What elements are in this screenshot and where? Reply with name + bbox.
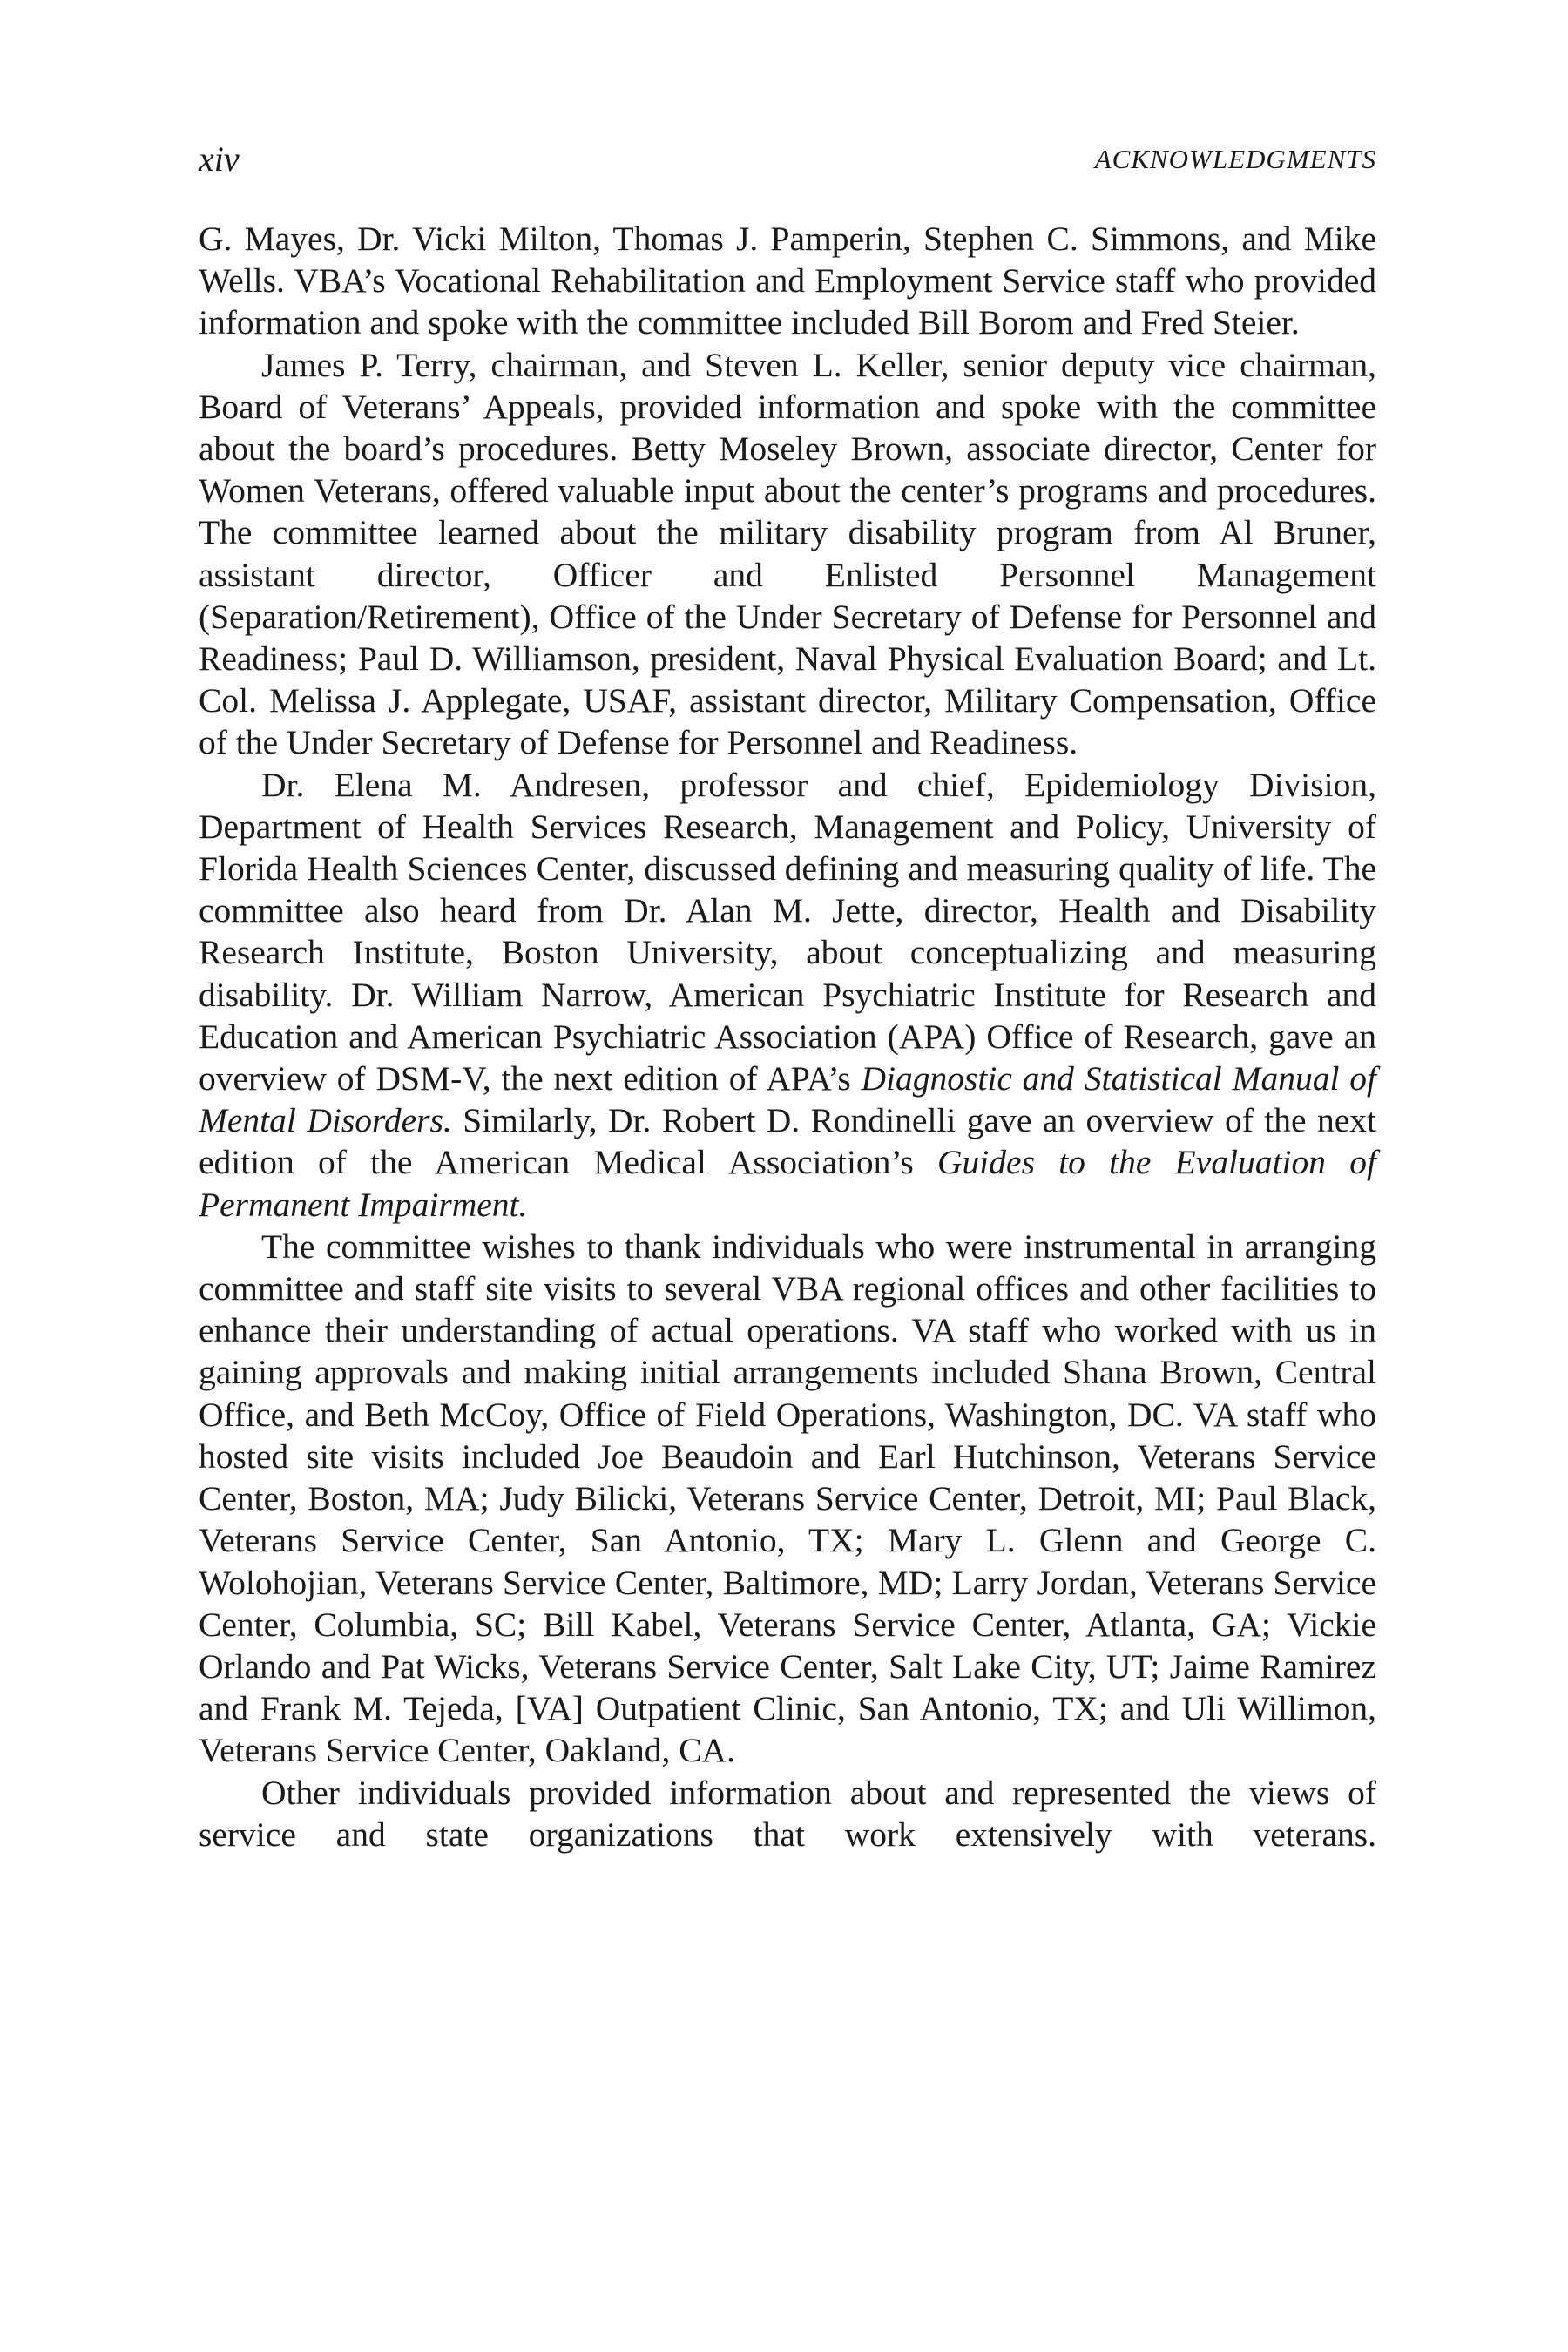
paragraph-site-visits: The committee wishes to thank individuals who were instrumental in arranging committee and staff site visits to several VBA regional offices and other facilities to enhance their understanding of actual operations. VA staff who worked with us in gaining approvals and making initial arrangements included Shana Brown, Central Office, and Beth McCoy, Office of Field Operations, Washington, DC. VA staff who hosted site visits included Joe Beaudoin and Earl Hutchinson, Veterans Service Center, Boston, MA; Judy Bilicki, Veterans Service Center, Detroit, MI; Paul Black, Veterans Service Center, San Antonio, TX; Mary L. Glenn and George C. Wolohojian, Veterans Service Center, Baltimore, MD; Larry Jordan, Veterans Service Center, Columbia, SC; Bill Kabel, Veterans Service Center, Atlanta, GA; Vickie Orlando and Pat Wicks, Veterans Service Center, Salt Lake City, UT; Jaime Ramirez and Frank M. Tejeda, [VA] Outpatient Clinic, San Antonio, TX; and Uli Willimon, Veterans Service Center, Oakland, CA. xyxy=(199,1227,1376,1770)
book-title-ama-guides: Guides to the Evaluation of Permanent Impairment. xyxy=(199,1143,1376,1224)
running-head xyxy=(199,138,1376,181)
book-title-dsm: Diagnostic and Statistical Manual of Mental Disorders. xyxy=(199,1059,1376,1140)
body-text xyxy=(199,218,1376,1855)
paragraph-text: Dr. Elena M. Andresen, professor and chief, Epidemiology Division, Department of Health Services Research, Management and Policy, University of Florida Health Sciences Center, discussed defining and measuring quality of life. The committee also heard from Dr. Alan M. Jette, director, Health and Disability Research Institute, Boston University, about conceptualizing and measuring disability. Dr. William Narrow, American Psychiatric Institute for Research and Education and American Psychiatric Association (APA) Office of Research, gave an overview of DSM-V, the next edition of APA’s xyxy=(199,765,1376,1098)
paragraph-experts xyxy=(199,764,1376,1226)
paragraph-text: Similarly, Dr. Robert D. Rondinelli gave an overview of the next edition of the American Medical Association’s xyxy=(199,1101,1376,1182)
paragraph-continued: G. Mayes, Dr. Vicki Milton, Thomas J. Pamperin, Stephen C. Simmons, and Mike Wells. VBA’s Vocational Rehabilitation and Employment Service staff who provided information and spoke with the committee included Bill Borom and Fred Steier. xyxy=(199,220,1376,342)
running-title: ACKNOWLEDGMENTS xyxy=(1094,144,1376,174)
page-number: xiv xyxy=(199,139,240,179)
paragraph-board-of-veterans-appeals: James P. Terry, chairman, and Steven L. Keller, senior deputy vice chairman, Board of Veterans’ Appeals, provided information and spoke with the committee about the board’s procedures. Betty Moseley Brown, associate director, Center for Women Veterans, offered valuable input about the center’s programs and procedures. The committee learned about the military disability program from Al Bruner, assistant director, Officer and Enlisted Personnel Management (Separation/Retirement), Office of the Under Secretary of Defense for Personnel and Readiness; Paul D. Williamson, president, Naval Physical Evaluation Board; and Lt. Col. Melissa J. Applegate, USAF, assistant director, Military Compensation, Office of the Under Secretary of Defense for Personnel and Readiness. xyxy=(199,345,1376,762)
paragraph-other-individuals: Other individuals provided information about and represented the views of service and state organizations that work extensively with veterans. xyxy=(199,1773,1376,1854)
